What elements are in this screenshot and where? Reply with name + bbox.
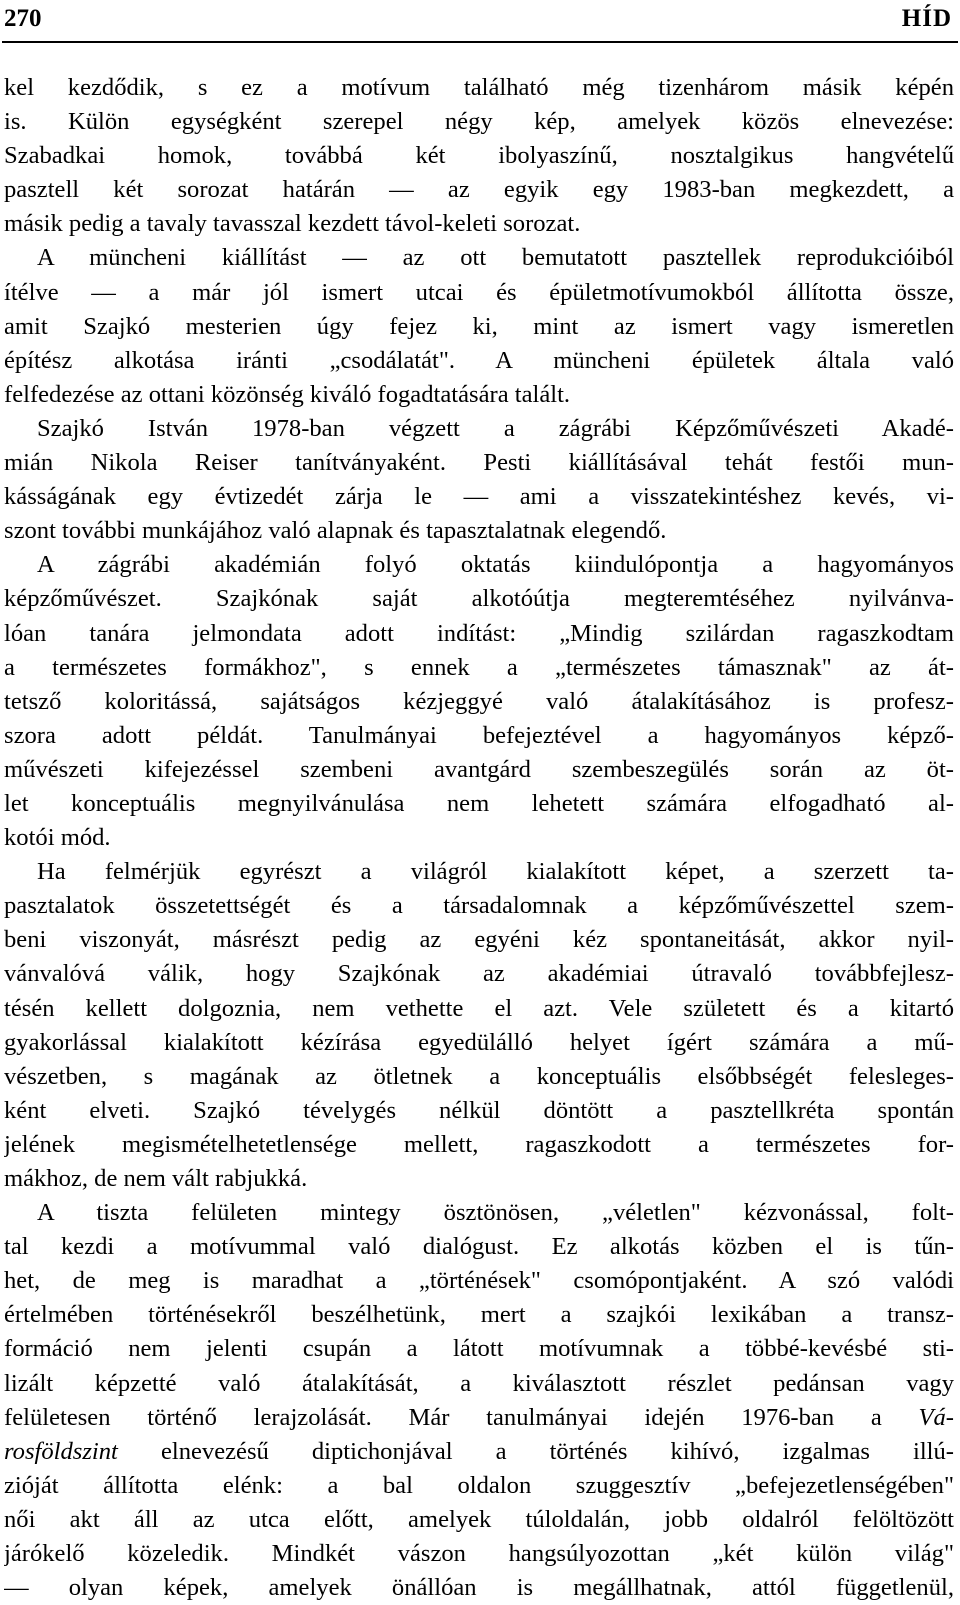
journal-title: HÍD [901, 5, 952, 32]
text-line: lóan tanára jelmondata adott indítást: „Mindig szilárdan ragaszkodtam [4, 619, 954, 647]
text-line: vészetben, s magának az ötletnek a konceptuális elsőbbségét felesleges- [4, 1062, 954, 1090]
text-run: elnevezésű diptichonjával a történés kihívó, izgalmas illú- [117, 1437, 954, 1465]
text-line: A tiszta felületen mintegy ösztönösen, „véletlen" kézvonással, folt- [37, 1199, 954, 1227]
artwork-title-italic: Vá- [918, 1403, 954, 1431]
text-line: másik pedig a tavaly tavasszal kezdett távol-keleti sorozat. [4, 210, 581, 238]
text-line: ként elveti. Szajkó tévelygés nélkül döntött a pasztellkréta spontán [4, 1096, 954, 1124]
text-line: gyakorlással kialakított kézírása egyedülálló helyet ígért számára a mű- [4, 1028, 954, 1056]
text-line: pasztell két sorozat határán — az egyik egy 1983-ban megkezdett, a [4, 176, 954, 204]
text-line: női akt áll az utca előtt, amelyek túloldalán, jobb oldalról felöltözött [4, 1505, 954, 1533]
text-run: felületesen történő lerajzolását. Már tanulmányai idején 1976-ban a [4, 1403, 919, 1431]
artwork-title-italic: rosföldszint [4, 1437, 118, 1465]
text-line: tal kezdi a motívummal való dialógust. Ez alkotás közben el is tűn- [4, 1233, 954, 1261]
text-line: járókelő közeledik. Mindkét vászon hangsúlyozottan „két külön világ" [4, 1540, 954, 1568]
text-line: tetsző koloritássá, sajátságos kézjeggyé való átalakításához is profesz- [4, 687, 954, 715]
header-rule [2, 41, 958, 43]
text-line: jelének megismételhetetlensége mellett, ragaszkodott a természetes for- [4, 1130, 954, 1158]
text-line: zióját állította elénk: a bal oldalon szuggesztív „befejezetlenségében" [4, 1471, 954, 1499]
text-line: het, de meg is maradhat a „történések" csomópontjaként. A szó valódi [4, 1267, 954, 1295]
text-line [4, 1401, 954, 1435]
text-line: kásságának egy évtizedét zárja le — ami a visszatekintéshez kevés, vi- [4, 483, 954, 511]
text-line: művészeti kifejezéssel szembeni avantgárd szembeszegülés során az öt- [4, 755, 954, 783]
text-line: mákhoz, de nem vált rabjukká. [4, 1165, 308, 1192]
text-line: tésén kellett dolgoznia, nem vethette el azt. Vele született és a kitartó [4, 994, 954, 1022]
text-line: ítélve — a már jól ismert utcai és épületmotívumokból állította össze, [4, 278, 954, 306]
text-line: beni viszonyát, másrészt pedig az egyéni kéz spontaneitását, akkor nyil- [4, 926, 954, 954]
body-text [4, 71, 954, 1605]
text-line: — olyan képek, amelyek önállóan is megállhatnak, attól függetlenül, [4, 1574, 954, 1602]
text-line: formáció nem jelenti csupán a látott motívumnak a többé-kevésbé sti- [4, 1335, 954, 1363]
text-line: képzőművészet. Szajkónak saját alkotóútja megteremtéséhez nyilvánva- [4, 585, 954, 613]
text-line: Szajkó István 1978-ban végzett a zágrábi Képzőművészeti Akadé- [37, 414, 954, 442]
text-line: építész alkotása iránti „csodálatát". A müncheni épületek általa való [4, 346, 954, 374]
text-line: szont további munkájához való alapnak és tapasztalatnak elegendő. [4, 517, 667, 545]
text-line: is. Külön egységként szerepel négy kép, amelyek közös elnevezése: [4, 108, 954, 136]
text-line: amit Szajkó mesterien úgy fejez ki, mint az ismert vagy ismeretlen [4, 312, 954, 340]
text-line: Ha felmérjük egyrészt a világról kialakított képet, a szerzett ta- [37, 858, 954, 886]
text-line: lizált képzetté való átalakítását, a kiválasztott részlet pedánsan vagy [4, 1369, 954, 1397]
running-header [4, 4, 952, 40]
text-line: A müncheni kiállítást — az ott bemutatott pasztellek reprodukcióiból [37, 244, 954, 272]
text-line: felfedezése az ottani közönség kiváló fogadtatására talált. [4, 380, 571, 408]
page-number: 270 [4, 5, 42, 32]
text-line: mián Nikola Reiser tanítványaként. Pesti kiállításával tehát festői mun- [4, 449, 954, 477]
text-line: vánvalóvá válik, hogy Szajkónak az akadémiai útravaló továbbfejlesz- [4, 960, 954, 988]
text-line [4, 1435, 954, 1469]
text-line: a természetes formákhoz", s ennek a „természetes támasznak" az át- [4, 653, 954, 681]
text-line: A zágrábi akadémián folyó oktatás kiindulópontja a hagyományos [37, 551, 954, 579]
text-line: kel kezdődik, s ez a motívum található még tizenhárom másik képén [4, 74, 954, 101]
text-line: szora adott példát. Tanulmányai befejeztével a hagyományos képző- [4, 721, 954, 749]
text-line: let konceptuális megnyilvánulása nem lehetett számára elfogadható al- [4, 789, 954, 817]
text-line: értelmében történésekről beszélhetünk, mert a szajkói lexikában a transz- [4, 1301, 954, 1329]
text-line: pasztalatok összetettségét és a társadalomnak a képzőművészettel szem- [4, 892, 954, 920]
text-line: Szabadkai homok, továbbá két ibolyaszínű, nosztalgikus hangvételű [4, 142, 954, 170]
text-line: kotói mód. [4, 824, 111, 852]
